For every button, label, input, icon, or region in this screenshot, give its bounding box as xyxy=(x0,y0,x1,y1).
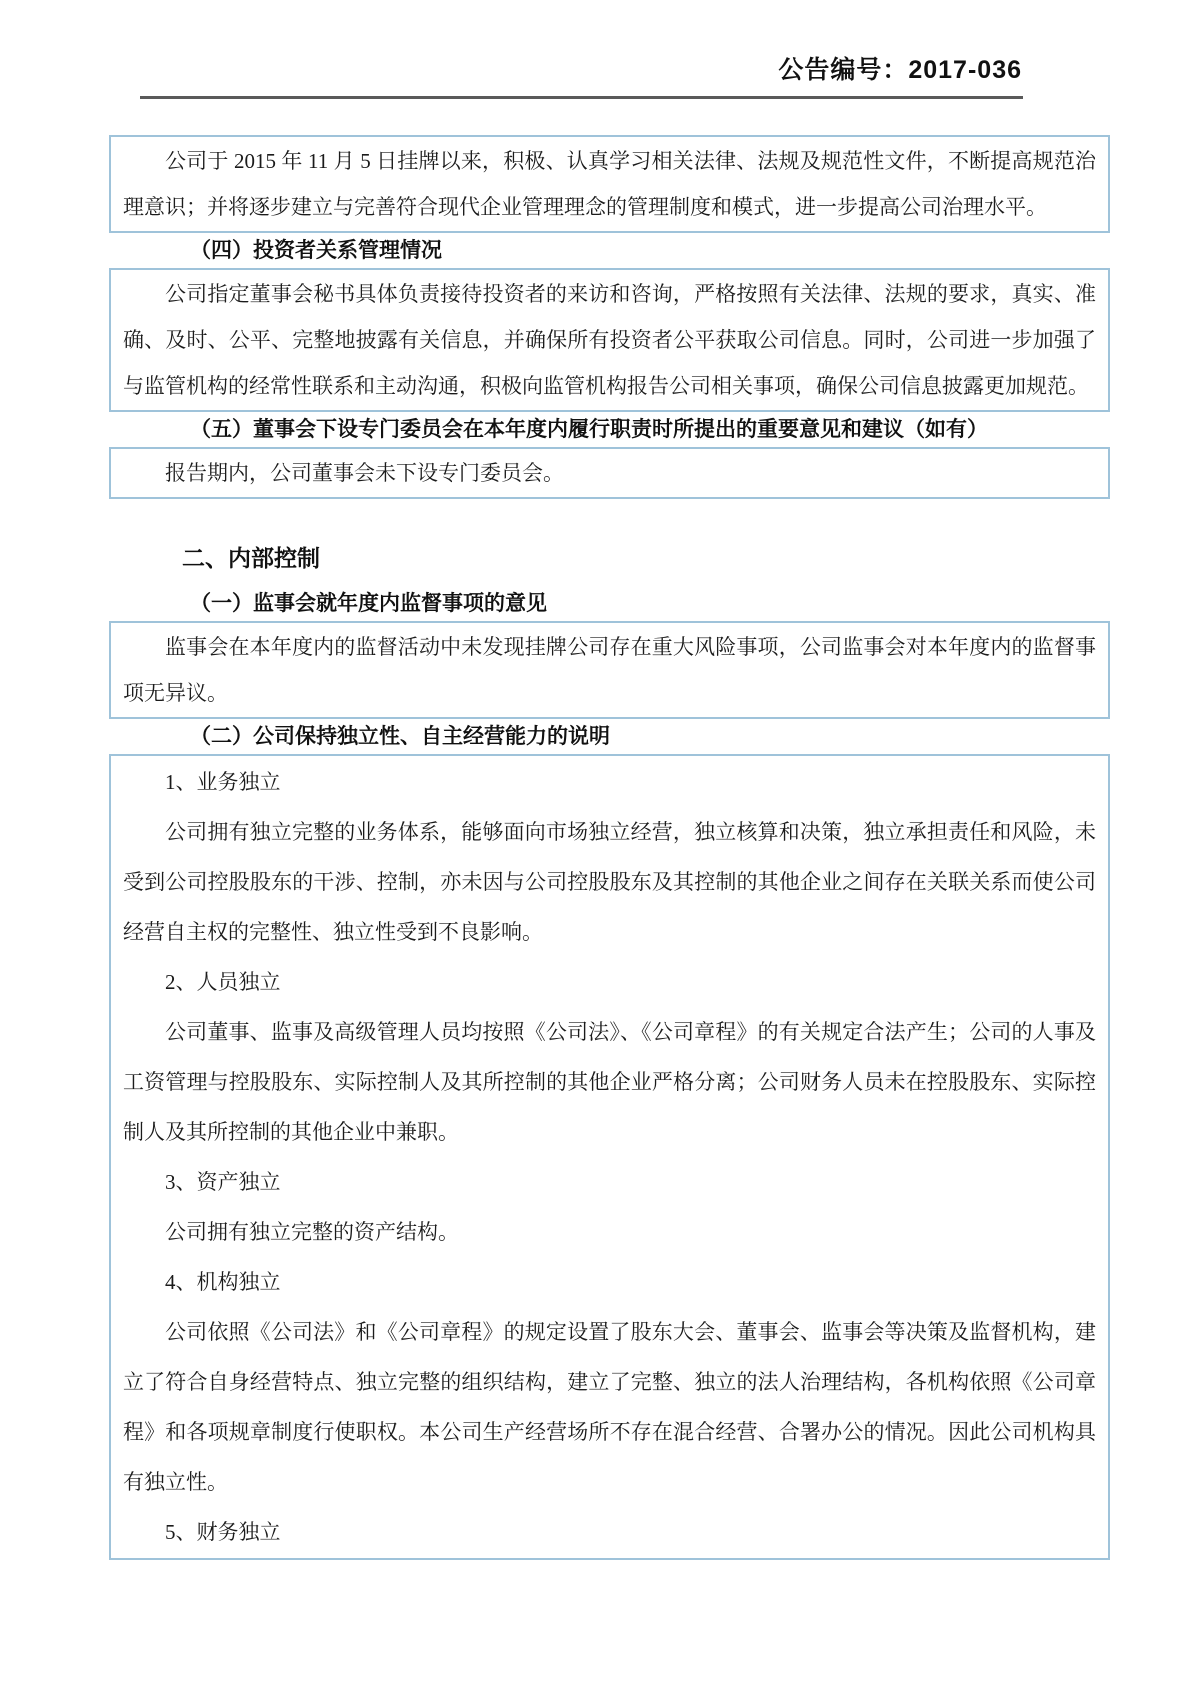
paragraph: 公司拥有独立完整的资产结构。 xyxy=(165,1220,459,1244)
governance-text-box xyxy=(109,135,1110,233)
document-content xyxy=(109,135,1110,1560)
paragraph: 报告期内，公司董事会未下设专门委员会。 xyxy=(165,461,564,485)
independence-text-box xyxy=(109,754,1110,1560)
heading-supervisory-opinion: （一）监事会就年度内监督事项的意见 xyxy=(190,592,547,615)
supervisory-opinion-text-box xyxy=(109,621,1110,719)
paragraph: 1、业务独立 xyxy=(165,770,281,794)
heading-investor-relations: （四）投资者关系管理情况 xyxy=(190,239,442,262)
paragraph: 公司拥有独立完整的业务体系，能够面向市场独立经营，独立核算和决策，独立承担责任和风险，未受到公司控股股东的干涉、控制，亦未因与公司控股股东及其控制的其他企业之间存在关联关系而使公司经营自主权的完整性、独立性受到不良影响。 xyxy=(123,820,1096,944)
section-title-internal-control: 二、内部控制 xyxy=(182,545,320,571)
paragraph: 5、财务独立 xyxy=(165,1520,281,1544)
paragraph: 公司依照《公司法》和《公司章程》的规定设置了股东大会、董事会、监事会等决策及监督机构，建立了符合自身经营特点、独立完整的组织结构，建立了完整、独立的法人治理结构，各机构依照《公司章程》和各项规章制度行使职权。本公司生产经营场所不存在混合经营、合署办公的情况。因此公司机构具有独立性。 xyxy=(123,1320,1096,1494)
special-committee-text-box xyxy=(109,447,1110,499)
paragraph: 公司于 2015 年 11 月 5 日挂牌以来，积极、认真学习相关法律、法规及规范性文件，不断提高规范治理意识；并将逐步建立与完善符合现代企业管理理念的管理制度和模式，进一步提高公司治理水平。 xyxy=(123,149,1096,219)
paragraph: 4、机构独立 xyxy=(165,1270,281,1294)
announcement-number: 公告编号：2017-036 xyxy=(778,56,1022,84)
paragraph: 公司指定董事会秘书具体负责接待投资者的来访和咨询，严格按照有关法律、法规的要求，真实、准确、及时、公平、完整地披露有关信息，并确保所有投资者公平获取公司信息。同时，公司进一步加强了与监管机构的经常性联系和主动沟通，积极向监管机构报告公司相关事项，确保公司信息披露更加规范。 xyxy=(123,282,1096,398)
heading-special-committee: （五）董事会下设专门委员会在本年度内履行职责时所提出的重要意见和建议（如有） xyxy=(190,418,988,441)
paragraph: 公司董事、监事及高级管理人员均按照《公司法》、《公司章程》的有关规定合法产生；公司的人事及工资管理与控股股东、实际控制人及其所控制的其他企业严格分离；公司财务人员未在控股股东、实际控制人及其所控制的其他企业中兼职。 xyxy=(123,1020,1096,1144)
investor-relations-text-box xyxy=(109,268,1110,412)
paragraph: 监事会在本年度内的监督活动中未发现挂牌公司存在重大风险事项，公司监事会对本年度内的监督事项无异议。 xyxy=(123,635,1096,705)
paragraph: 2、人员独立 xyxy=(165,970,281,994)
header-divider xyxy=(140,96,1023,99)
paragraph: 3、资产独立 xyxy=(165,1170,281,1194)
heading-independence: （二）公司保持独立性、自主经营能力的说明 xyxy=(190,725,610,748)
